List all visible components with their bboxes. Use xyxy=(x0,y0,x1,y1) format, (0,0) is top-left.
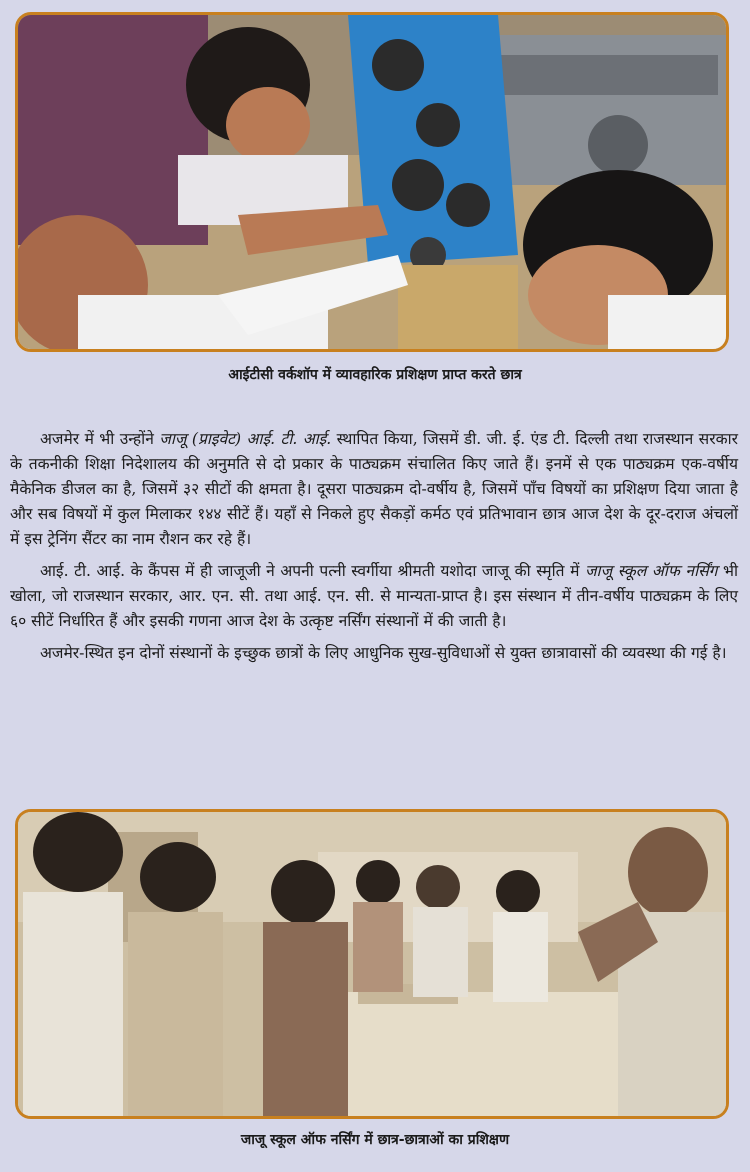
paragraph-1-text-a: अजमेर में भी उन्होंने xyxy=(40,430,160,448)
article-body xyxy=(10,427,738,673)
workshop-photo-caption: आईटीसी वर्कशॉप में व्यावहारिक प्रशिक्षण प्राप्त करते छात्र xyxy=(228,367,522,383)
paragraph-1 xyxy=(10,427,738,552)
paragraph-1-emphasis: जाजू (प्राइवेट) आई. टी. आई. xyxy=(159,430,332,448)
paragraph-1-text-b: स्थापित किया, जिसमें डी. जी. ई. एंड टी. दिल्ली तथा राजस्थान सरकार के तकनीकी शिक्षा निदेशालय की अनुमति से दो प्रकार के पाठ्यक्रम संचालित किए जाते हैं। इनमें से एक पाठ्यक्रम एक-वर्षीय मैकेनिक डीजल का है, जिसमें ३२ सीटों की क्षमता है। दूसरा पाठ्यक्रम दो-वर्षीय है, जिसमें पाँच विषयों का प्रशिक्षण दिया जाता है और सब विषयों में कुल मिलाकर १४४ सीटें हैं। यहाँ से निकले हुए सैकड़ों कर्मठ एवं प्रतिभावान छात्र आज देश के दूर-दराज अंचलों में इस ट्रेनिंग सैंटर का नाम रौशन कर रहे हैं। xyxy=(10,430,738,548)
workshop-photo-illustration xyxy=(18,15,726,349)
paragraph-3-text-a: अजमेर-स्थित इन दोनों संस्थानों के इच्छुक छात्रों के लिए आधुनिक सुख-सुविधाओं से युक्त छात्रावासों की व्यवस्था की गई है। xyxy=(40,644,727,662)
workshop-photo xyxy=(15,12,729,352)
paragraph-2 xyxy=(10,559,738,634)
paragraph-2-text-b: भी खोला, जो राजस्थान सरकार, आर. एन. सी. तथा आई. एन. सी. से मान्यता-प्राप्त है। इस संस्थान में तीन-वर्षीय पाठ्यक्रम के लिए ६० सीटें निर्धारित हैं और इसकी गणना आज देश के उत्कृष्ट नर्सिंग संस्थानों में की जाती है। xyxy=(10,562,738,630)
paragraph-2-emphasis: जाजू स्कूल ऑफ नर्सिंग xyxy=(584,562,718,580)
nursing-photo-illustration xyxy=(18,812,726,1116)
paragraph-2-text-a: आई. टी. आई. के कैंपस में ही जाजूजी ने अपनी पत्नी स्वर्गीया श्रीमती यशोदा जाजू की स्मृति में xyxy=(40,562,585,580)
nursing-photo xyxy=(15,809,729,1119)
paragraph-3 xyxy=(10,641,738,666)
nursing-photo-caption: जाजू स्कूल ऑफ नर्सिंग में छात्र-छात्राओं का प्रशिक्षण xyxy=(240,1132,510,1148)
